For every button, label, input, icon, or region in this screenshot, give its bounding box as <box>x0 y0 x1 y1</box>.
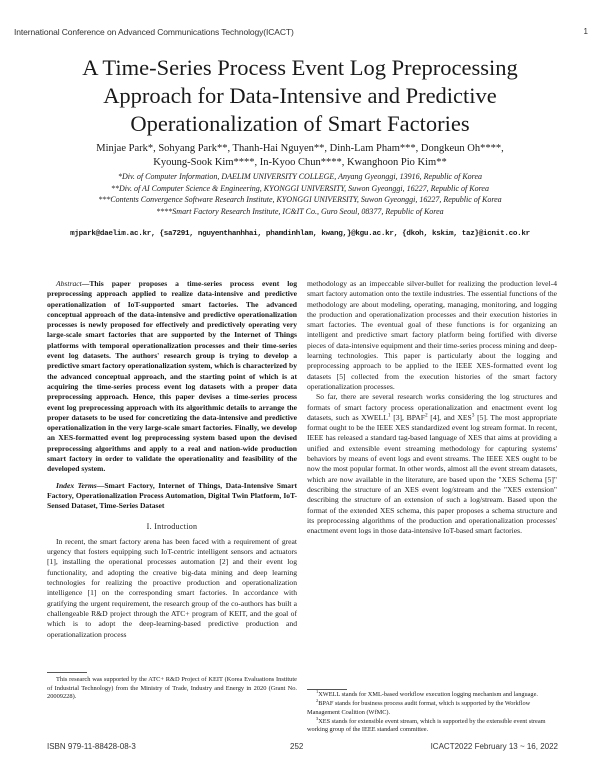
paragraph-text: [3], BPAF <box>390 412 425 422</box>
abstract-text: —This paper proposes a time-series process event log preprocessing approach applied to realize data-intensive and predictive operationalization of IoT-supported smart factories. The advanced conceptual approach of the data-intensive and predictive operationalization processes is newly proposed for effectively and predictively operating very large-scale smart factories that are supported by the Internet of Things platforms with temporal operationalization processes and their time-series event log datasets. The authors' research group is trying to develop a predictive smart factory operationalization system, which is characterized by the advanced conceptual approach, and the starting point of which is at acquiring the time-series process event log datasets with a proper data preprocessing approach. Hence, this paper devises a time-series process event log preprocessing approach with its algorithmic details to arrange the proper datasets to be used for concretizing the data-intensive and predictive operationalization in the very large-scale smart factories. Finally, we develop an XES-formatted event log preprocessing system based upon the devised preprocessing algorithms and apply to a real and nation-wide production smart factory in order to validate the operationality and feasibility of the developed system. <box>47 279 297 474</box>
body-paragraph-2 <box>307 392 557 536</box>
affiliation-line: ****Smart Factory Research Institute, IC&IT Co., Guro Seoul, 08377, Republic of Korea <box>156 206 444 216</box>
author-emails: mjpark@daelim.ac.kr, {sa7291, nguyenthanhhai, phamdinhlam, kwang,}@kgu.ac.kr, {dkoh, kskim, taz}@icnit.co.kr <box>70 230 530 238</box>
footnote <box>307 688 557 699</box>
author-line: Minjae Park*, Sohyang Park**, Thanh-Hai Nguyen**, Dinh-Lam Pham***, Dongkeun Oh****, <box>96 143 504 154</box>
footnote-ref-3: 3 <box>471 412 475 419</box>
footer-page-number: 252 <box>290 742 304 751</box>
footnote-divider-left <box>47 672 87 673</box>
affiliation-line: ***Contents Convergence Software Research Institute, KYONGGI UNIVERSITY, Suwon Gyeonggi, 16227, Republic of Korea <box>98 195 502 205</box>
paragraph-text: [4], and XES <box>427 412 472 422</box>
footnote-mark: 2 <box>316 698 319 704</box>
index-terms-lead: Index Terms <box>56 480 97 490</box>
running-header: International Conference on Advanced Communications Technology(ICACT) <box>14 27 294 37</box>
paragraph-text: So far, there are several research works considering the log structures and formats of smart factory process operationalization and enactment event log datasets, such as XWELL <box>307 392 557 422</box>
abstract-lead: Abstract <box>56 279 82 288</box>
intro-paragraph: In recent, the smart factory arena has been faced with a requirement of great urgency that fosters equipping such IoT-centric intelligent sensors and actuators [1], installing the operational processes automation [2] and their event log functionality, and adopting the creative big-data mining and deep learning technologies for realizing the proactive production and operationalization intelligence [1] on the corresponding smart factories. In accordance with gratifying the urgent requirement, the research group of the co-authors has built a challengeable R&D project through the ATC+ program of KEIT, and the goal of which is to adopt the deep-learning-based predictive production and operationalization process <box>47 536 297 639</box>
body-paragraph-1: methodology as an impeccable silver-bullet for realizing the production level-4 smart factory automation onto the textile industries. The essential functions of the methodology are about modeling, operating, managing, monitoring, and logging the production and operationalization processes and their execution histories in smart factories. The eventual goal of these functions is for organizing an intelligent and predictive smart factory platform being fortified with diverse pieces of data-intensive equipment and their time-series process mining and deep-learning technologies. This paper is particularly about the logging and preprocessing approach to be applied to the IEEE XES-formatted event log datasets [5] collected from the execution histories of the smart factory operationalization processes. <box>307 279 557 391</box>
left-column <box>47 279 297 640</box>
paper-title <box>30 54 570 138</box>
author-line: Kyoung-Sook Kim****, In-Kyoo Chun****, Kwanghoon Pio Kim** <box>153 156 447 168</box>
footnote-ref-2: 2 <box>424 412 428 419</box>
footnote <box>307 700 557 717</box>
funding-note <box>47 676 297 702</box>
footnote-ref-1: 1 <box>387 412 391 419</box>
index-terms <box>47 481 297 512</box>
abstract <box>47 279 297 475</box>
affiliations <box>20 171 580 217</box>
index-terms-text: —Smart Factory, Internet of Things, Data-Intensive Smart Factory, Operationalization Process Automation, Digital Twin Platform, IoT-Sensed Dataset, Time-Series Dataset <box>47 480 298 511</box>
footer-conference: ICACT2022 February 13 ~ 16, 2022 <box>430 742 558 751</box>
title-line: Operationalization of Smart Factories <box>130 111 470 136</box>
affiliation-line: **Div. of AI Computer Science & Engineering, KYONGGI UNIVERSITY, Suwon Gyeonggi, 16227, Republic of Korea <box>111 183 489 193</box>
title-line: A Time-Series Process Event Log Preprocessing <box>82 55 518 80</box>
footnote <box>307 715 557 735</box>
footnotes <box>307 688 557 735</box>
author-list <box>20 142 580 169</box>
paragraph-text: [5]. The most appropriate format ought to be the IEEE XES standardized event log stream format. In recent, IEEE has released a standard tag-based language of XES that aims at providing a unified and extensible event streaming methodology for capturing systems' behaviors by means of event logs and event streams. The IEEE XES ought to be now the most popular format. In other words, almost all the event stream datasets, which are now available in the literature, are based upon the "XES Schema [5]" describing the structure of an XES event log/stream and the "XES extension" describing the structure of an extension of such a log/stream. Based upon the format of the extended XES schema, this paper proposes a schema structure and its preprocessing algorithms of the production and operationalization processes' enactment event logs in those data-intensive IoT-based smart factories. <box>307 412 557 536</box>
title-line: Approach for Data-Intensive and Predictive <box>103 83 497 108</box>
section-heading-introduction: I. Introduction <box>146 521 198 531</box>
footnote-mark: 1 <box>316 688 319 694</box>
right-column <box>307 279 557 536</box>
footnote-text: XES stands for extensible event stream, which is supported by the extensible event stream working group of the IEEE standard committee. <box>307 717 546 734</box>
footnote-divider-right <box>307 689 347 690</box>
footnote-mark: 3 <box>316 715 319 721</box>
footer-isbn: ISBN 979-11-88428-08-3 <box>47 742 136 751</box>
footnote-text: XWELL stands for XML-based workflow execution logging mechanism and language. <box>318 691 538 698</box>
page-marker-top: 1 <box>583 27 588 36</box>
footnote-text: BPAF stands for business process audit format, which is supported by the Workflow Management Coalition (WfMC). <box>307 700 531 716</box>
funding-text: This research was supported by the ATC+ R&D Project of KEIT (Korea Evaluations Institute of Industrial Technology) from the Ministry of Trade, Industry and Energy in 2020 (Grant No. 20009228). <box>47 676 297 701</box>
affiliation-line: *Div. of Computer Information, DAELIM UNIVERSITY COLLEGE, Anyang Gyeonggi, 13916, Republic of Korea <box>117 172 483 181</box>
